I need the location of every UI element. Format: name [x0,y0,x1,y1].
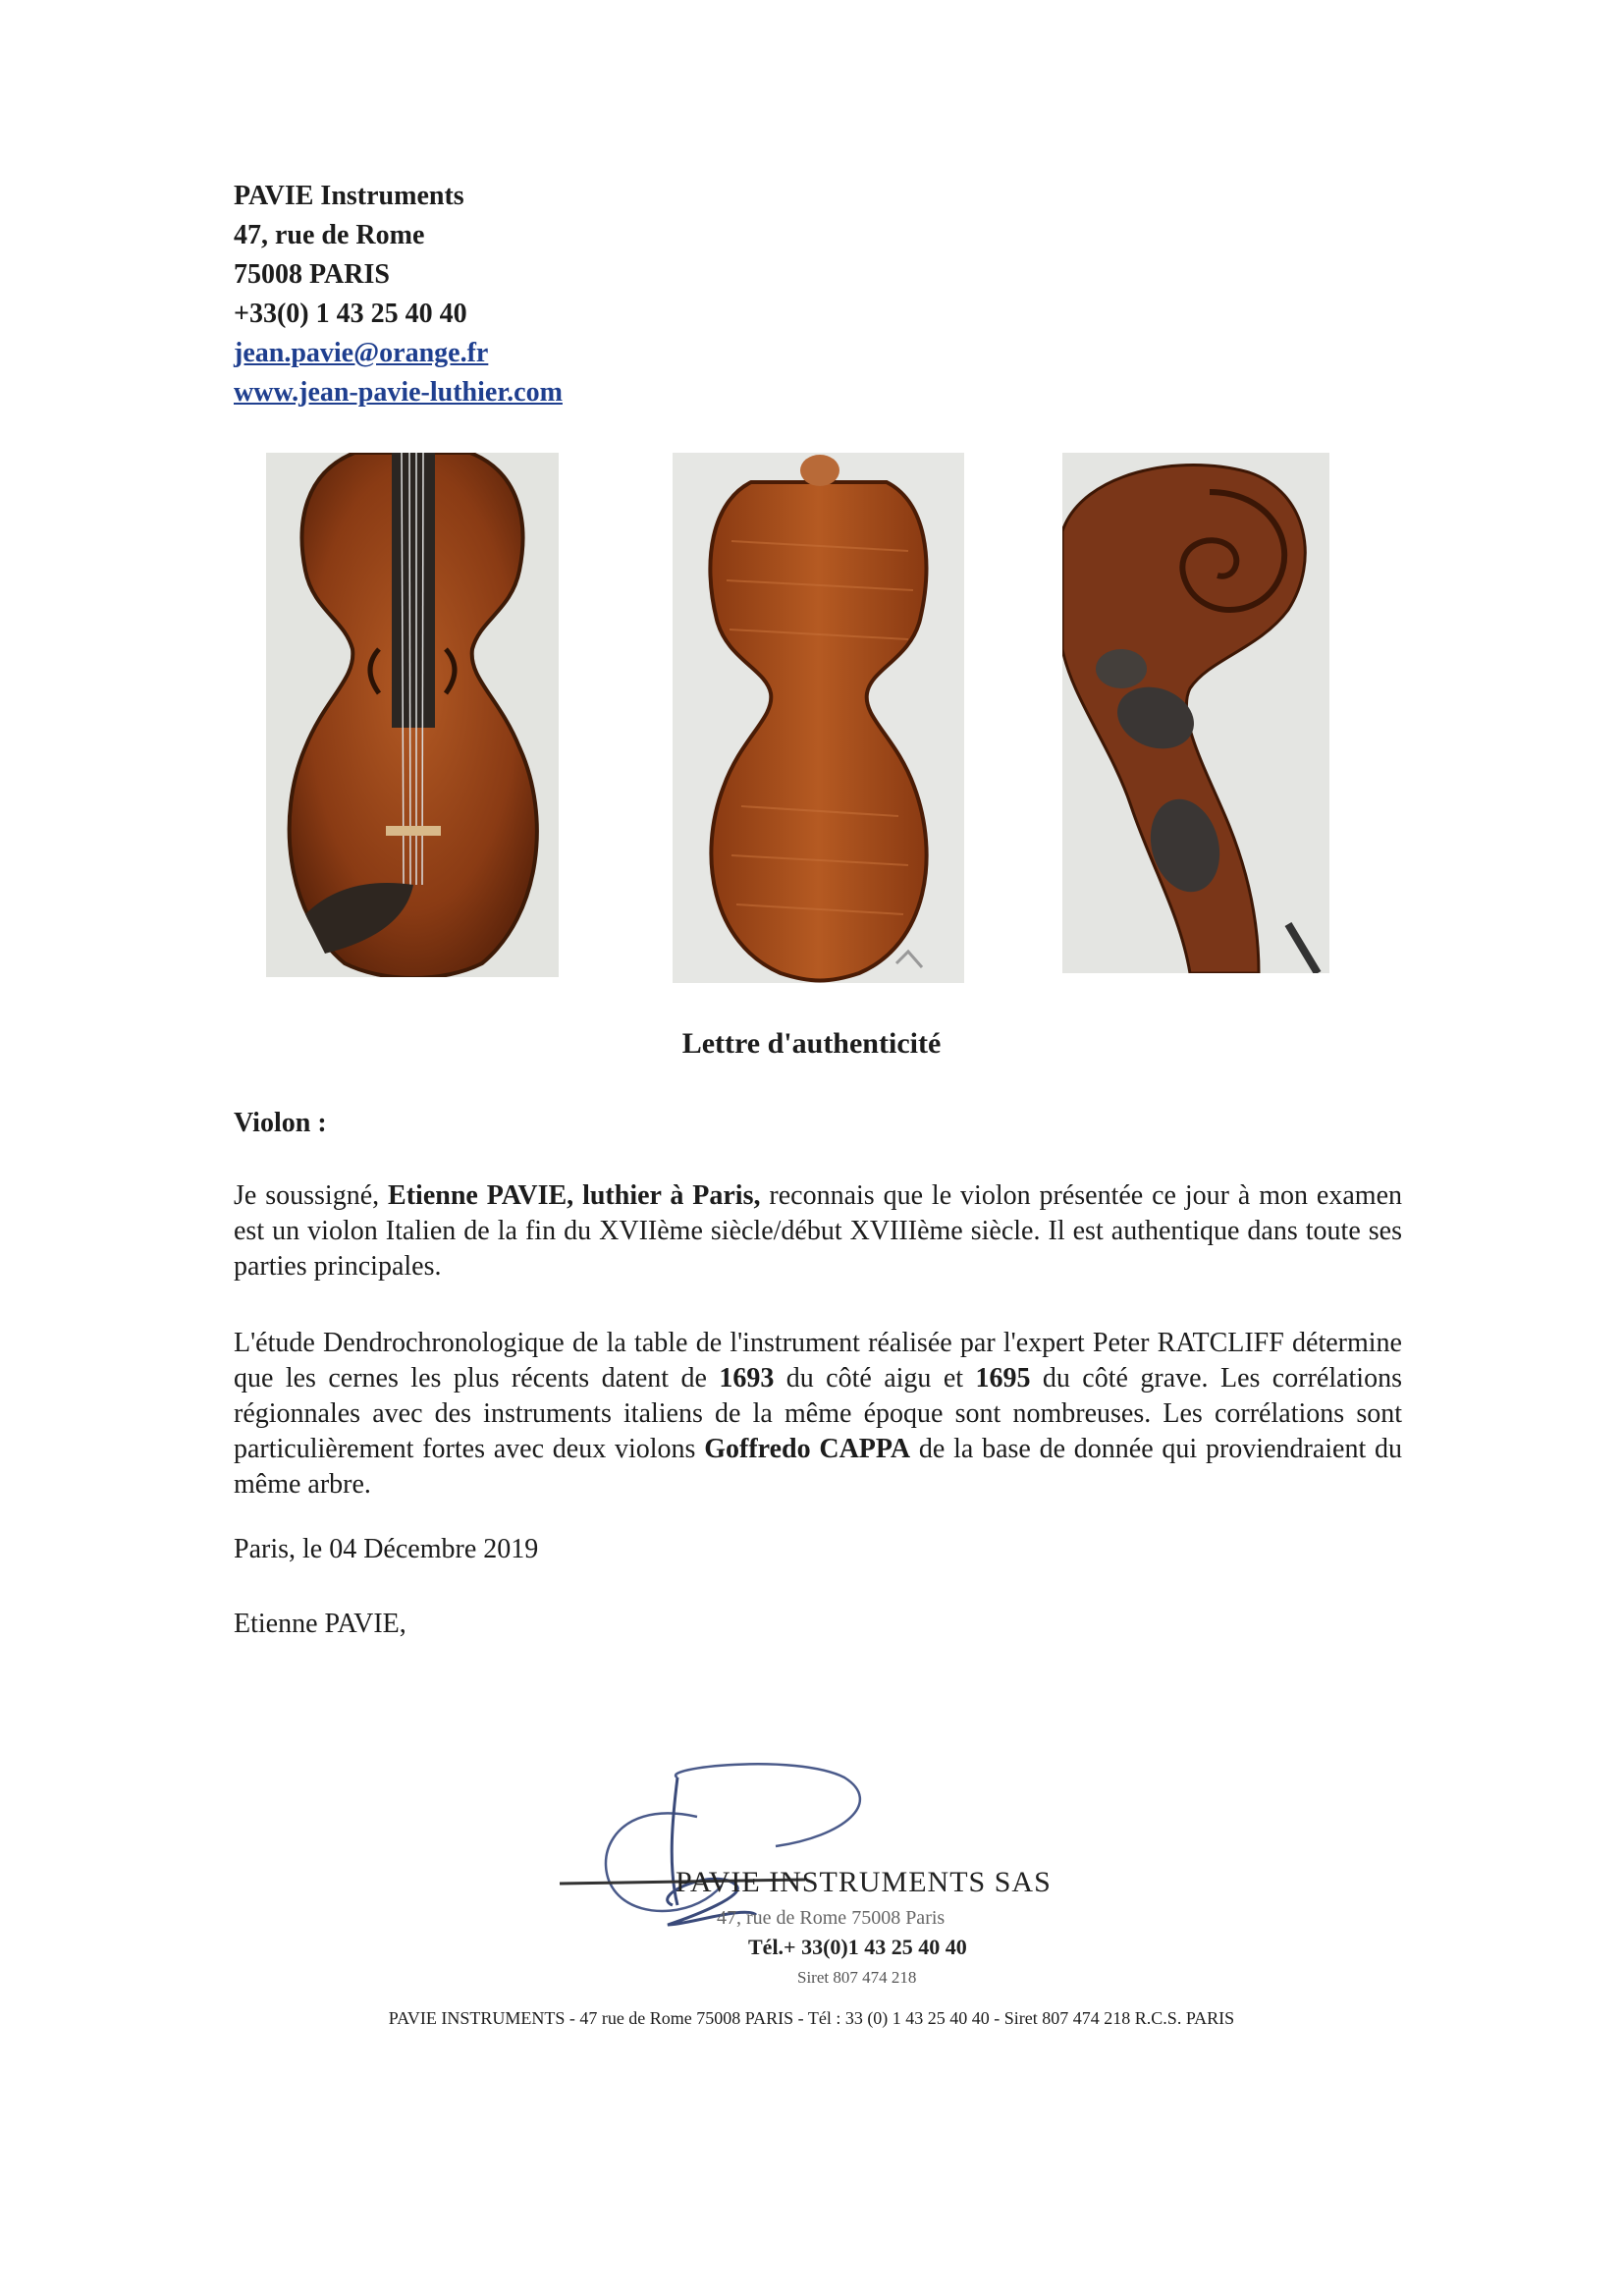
company-stamp [550,1758,1060,1994]
stamp-siret: Siret 807 474 218 [797,1968,917,1987]
stamp-company: PAVIE INSTRUMENTS SAS [676,1866,1052,1898]
company-name: PAVIE Instruments [234,181,464,211]
document-title: Lettre d'authenticité [681,1027,942,1060]
para2-text-3: du côté grave. Les corrélations régionnales avec des instruments italiens de la même époque sont nombreuses. Les corrélations sont particulièrement fortes avec deux violons [234,1363,1402,1464]
city: 75008 PARIS [234,259,390,290]
para2-text-4: de la base de donnée qui proviendraient du même arbre. [234,1434,1403,1500]
para2-text-2: du côté aigu et [774,1363,976,1394]
para2-bold-cappa: Goffredo CAPPA [704,1434,911,1464]
para2-bold-year-1695: 1695 [975,1363,1031,1394]
phone-number: +33(0) 1 43 25 40 40 [234,299,467,329]
para1-bold-luthier: Etienne PAVIE, luthier à Paris, [388,1180,761,1211]
street-address: 47, rue de Rome [234,220,425,250]
stamp-phone: Tél.+ 33(0)1 43 25 40 40 [748,1935,967,1959]
violin-back-photo [673,453,964,983]
signoff-name: Etienne PAVIE, [234,1609,406,1639]
page-footer: PAVIE INSTRUMENTS - 47 rue de Rome 75008 PARIS - Tél : 33 (0) 1 43 25 40 40 - Siret 807 474 218 R.C.S. PARIS [388,2008,1235,2028]
letterhead [234,177,563,412]
violin-scroll-photo [1062,453,1329,973]
place-date: Paris, le 04 Décembre 2019 [234,1534,539,1564]
email-link[interactable]: jean.pavie@orange.fr [234,338,489,368]
paragraph-dendrochronology [234,1326,1402,1503]
subject-label: Violon : [234,1108,327,1138]
para1-text-1: Je soussigné, [234,1180,389,1211]
para1-text-2: reconnais que le violon présentée ce jour à mon examen est un violon Italien de la fin du XVIIème siècle/début XVIIIème siècle. Il est authentique dans toute ses parties principales. [234,1180,1402,1282]
paragraph-attestation [234,1178,1402,1285]
website-link[interactable]: www.jean-pavie-luthier.com [234,377,563,408]
para2-text-1: L'étude Dendrochronologique de la table de l'instrument réalisée par l'expert Peter RATCLIFF détermine que les cernes les plus récents datent de [234,1328,1402,1394]
para2-bold-year-1693: 1693 [719,1363,775,1394]
violin-front-photo [266,453,559,977]
stamp-address: 47, rue de Rome 75008 Paris [717,1907,946,1929]
